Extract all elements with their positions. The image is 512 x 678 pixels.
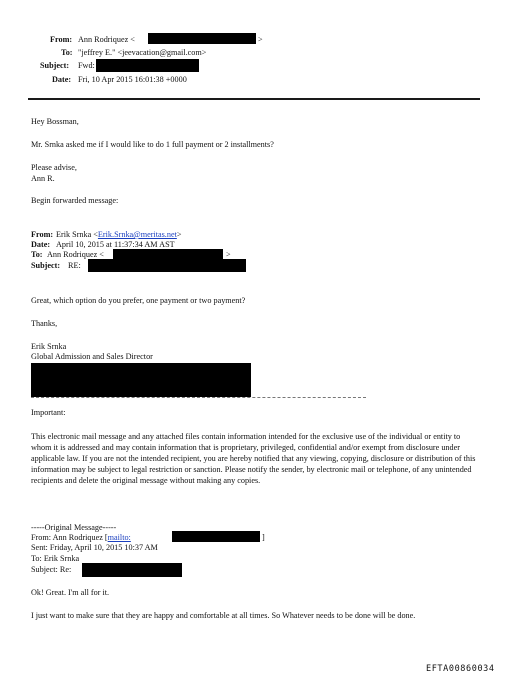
fwd-subject-value: RE: <box>68 261 81 270</box>
orig-sent: Sent: Friday, April 10, 2015 10:37 AM <box>31 543 158 552</box>
from-value: Ann Rodriquez < <box>78 35 135 44</box>
sig-title: Global Admission and Sales Director <box>31 352 153 361</box>
fwd-date-label: Date: <box>31 240 51 249</box>
fwd-subject-label: Subject: <box>31 261 61 270</box>
fwd-from-label: From: <box>31 230 54 239</box>
document-id: EFTA00860034 <box>426 664 495 674</box>
fwd-date-value: April 10, 2015 at 11:37:34 AM AST <box>56 240 175 249</box>
original-divider: -----Original Message----- <box>31 523 117 532</box>
fwd-from-value: Erik Srnka <Erik.Srnka@meritas.net> <box>56 230 182 239</box>
orig-subject: Subject: Re: <box>31 565 72 574</box>
begin-forward: Begin forwarded message: <box>31 196 119 205</box>
redaction <box>172 531 260 542</box>
fwd-to-label: To: <box>31 250 43 259</box>
advise-line: Please advise, <box>31 163 77 172</box>
fwd-message: Great, which option do you prefer, one payment or two payment? <box>31 296 246 305</box>
signature-divider <box>31 397 366 399</box>
redaction <box>148 33 256 44</box>
subject-label: Subject: <box>40 61 70 70</box>
to-value: "jeffrey E." <jeevacation@gmail.com> <box>78 48 207 57</box>
fwd-thanks: Thanks, <box>31 319 58 328</box>
disclaimer: This electronic mail message and any attached files contain information intended for the exclusive use of the individual or entity to whom it is addressed and may contain information that is proprietary, privileged, confidential and/or exempt from disclosure under applicable law. If you are not the intended recipient, you are hereby notified that any viewing, copying, disclosure or distribution of this information may be subject to legal restriction or sanction. Please notify the sender, by electronic mail or telephone, of any unintended recipients and delete the original message without making any copies. <box>31 432 476 485</box>
important-label: Important: <box>31 408 66 417</box>
redaction <box>96 59 199 72</box>
orig-line-1: Ok! Great. I'm all for it. <box>31 588 110 597</box>
header-divider <box>28 98 480 100</box>
date-label: Date: <box>52 75 72 84</box>
redaction <box>31 363 251 397</box>
orig-from-bracket: ] <box>262 533 265 542</box>
redaction <box>88 259 246 272</box>
orig-from: From: Ann Rodriquez [mailto: <box>31 533 131 542</box>
orig-to: To: Erik Srnka <box>31 554 80 563</box>
signoff: Ann R. <box>31 174 55 183</box>
greeting: Hey Bossman, <box>31 117 79 126</box>
orig-line-2: I just want to make sure that they are happy and comfortable at all times. So Whatever needs to be done will be done. <box>31 611 416 620</box>
orig-mailto-link[interactable]: mailto: <box>107 533 131 542</box>
sig-name: Erik Srnka <box>31 342 67 351</box>
from-label: From: <box>50 35 73 44</box>
fwd-to-suffix: > <box>226 250 231 259</box>
body-line-1: Mr. Srnka asked me if I would like to do 1 full payment or 2 installments? <box>31 140 274 149</box>
from-suffix: > <box>258 35 263 44</box>
redaction <box>82 563 182 577</box>
date-value: Fri, 10 Apr 2015 16:01:38 +0000 <box>78 75 187 84</box>
subject-value: Fwd: <box>78 61 95 70</box>
fwd-from-email[interactable]: Erik.Srnka@meritas.net <box>97 230 177 239</box>
to-label: To: <box>61 48 73 57</box>
fwd-to-value: Ann Rodriquez < <box>47 250 104 259</box>
